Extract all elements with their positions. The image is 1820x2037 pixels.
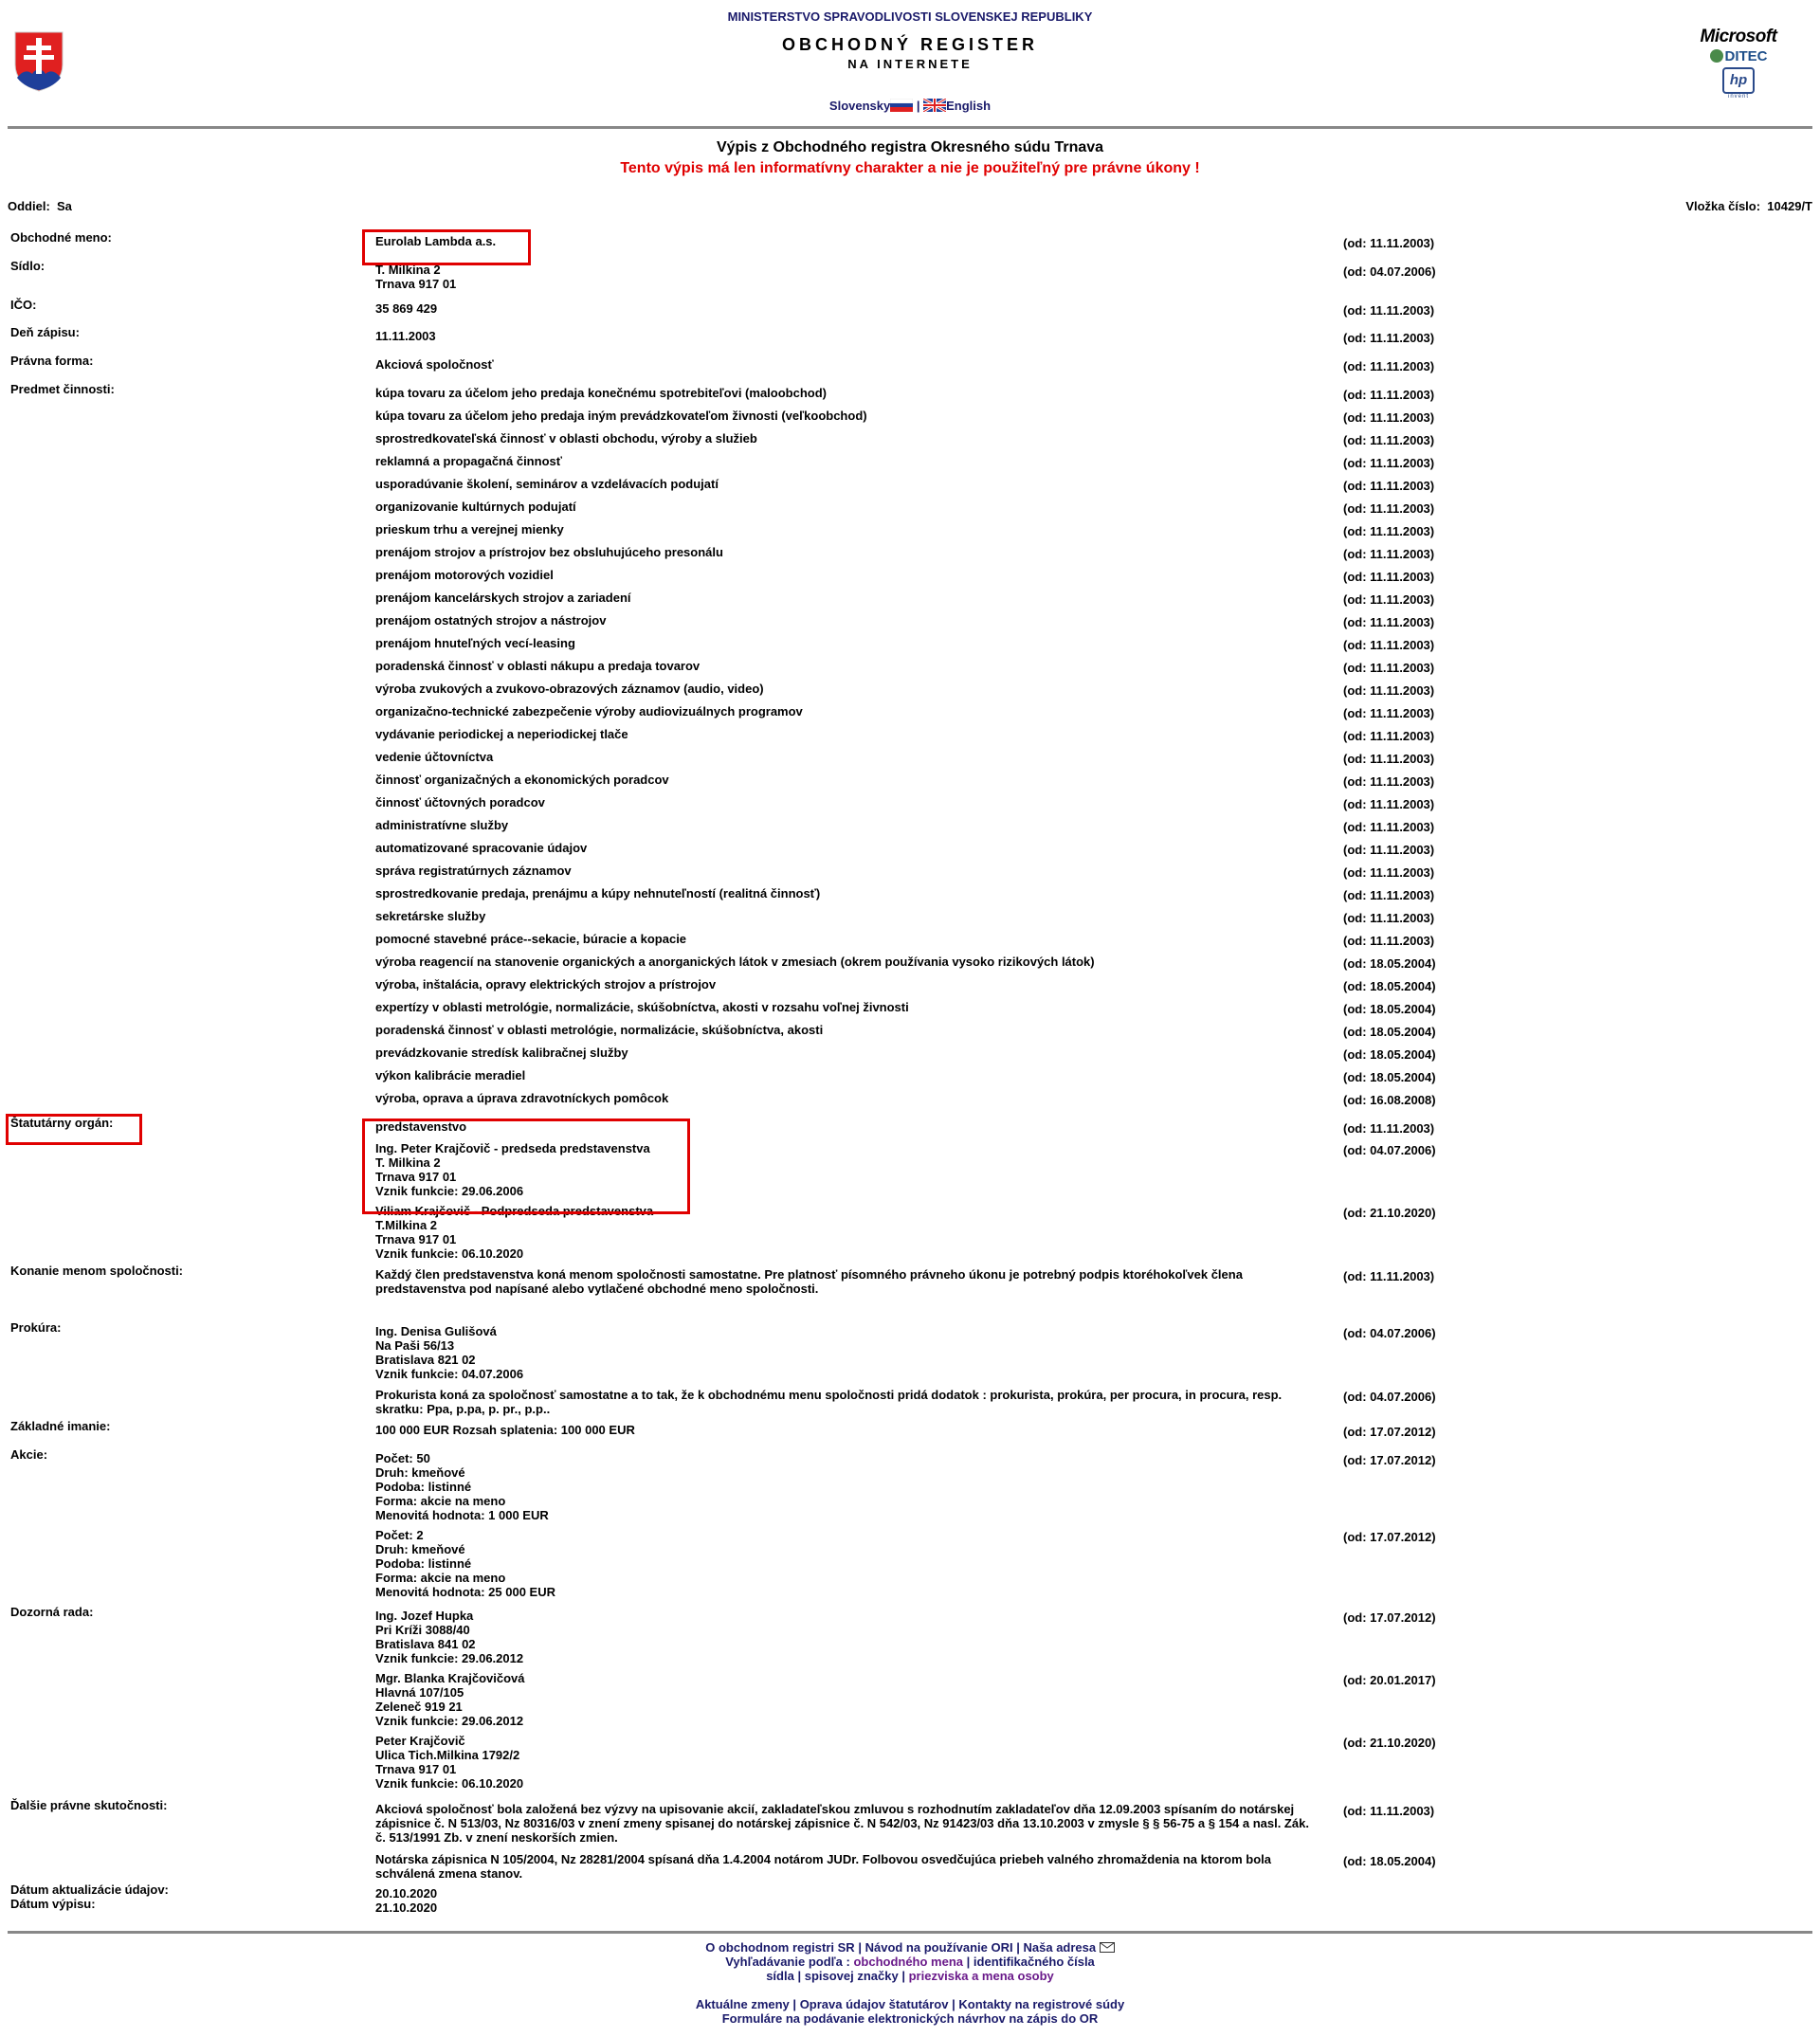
vlozka-value: 10429/T [1767,199,1812,213]
effective-date: (od: 04.07.2006) [1343,1143,1436,1157]
effective-date: (od: 18.05.2004) [1343,979,1436,993]
field-label: Ďalšie právne skutočnosti: [10,1798,168,1812]
footer-links-4: Aktuálne zmeny | Oprava údajov štatutárov | Kontakty na registrové súdy [695,1997,1125,2011]
field-label: Dozorná rada: [10,1605,94,1619]
effective-date: (od: 11.11.2003) [1343,547,1435,561]
footer-links-3: sídla | spisovej značky | priezviska a mena osoby [766,1969,1054,1983]
effective-date: (od: 11.11.2003) [1343,1269,1435,1283]
ministry-name: MINISTERSTVO SPRAVODLIVOSTI SLOVENSKEJ REPUBLIKY [727,9,1093,24]
field-value: poradenská činnosť v oblasti nákupu a predaja tovarov [375,659,701,673]
footer-links-1: O obchodnom registri SR | Návod na používanie ORI | Naša adresa [0,1940,1820,1955]
uk-flag-icon[interactable] [923,99,946,112]
field-value: Viliam Krajčovič - Podpredseda predstavenstva T.Milkina 2 Trnava 917 01 Vznik funkcie: 06.10.2020 [375,1204,654,1261]
effective-date: (od: 11.11.2003) [1343,236,1435,250]
effective-date: (od: 17.07.2012) [1343,1453,1436,1467]
informative-warning: Tento výpis má len informatívny charakter a nie je použiteľný pre právne úkony ! [620,160,1200,176]
register-title: OBCHODNÝ REGISTER [781,35,1039,54]
field-value: 11.11.2003 [375,329,436,343]
header-divider [8,126,1812,129]
field-value: Peter Krajčovič Ulica Tich.Milkina 1792/2 Trnava 917 01 Vznik funkcie: 06.10.2020 [375,1734,524,1791]
field-value: prenájom ostatných strojov a nástrojov [375,613,607,627]
field-label: Prokúra: [10,1320,62,1335]
effective-date: (od: 11.11.2003) [1343,570,1435,584]
field-label: Dátum aktualizácie údajov: [10,1882,169,1897]
forms-link[interactable]: Formuláre na podávanie elektronických návrhov na zápis do OR [721,2011,1099,2026]
field-value: 21.10.2020 [375,1901,438,1915]
effective-date: (od: 17.07.2012) [1343,1530,1436,1544]
field-value: Notárska zápisnica N 105/2004, Nz 28281/2004 spísaná dňa 1.4.2004 notárom JUDr. Folbovou osvedčujúca priebeh valného zhromaždenia na ktorom bola schválená zmena stanov. [375,1852,1272,1881]
search-by-file-link[interactable]: spisovej značky [804,1969,899,1983]
field-value: predstavenstvo [375,1119,467,1134]
ditec-logo[interactable]: DITEC [1691,48,1786,64]
effective-date: (od: 11.11.2003) [1343,911,1435,925]
effective-date: (od: 18.05.2004) [1343,1070,1436,1084]
header [0,0,1820,125]
field-label: IČO: [10,298,37,312]
field-label: Akcie: [10,1447,48,1462]
field-label: Deň zápisu: [10,325,80,339]
field-label: Dátum výpisu: [10,1897,96,1911]
field-value: pomocné stavebné práce--sekacie, búracie a kopacie [375,932,687,946]
effective-date: (od: 11.11.2003) [1343,388,1435,402]
footer-links-5 [0,2011,1820,2026]
effective-date: (od: 11.11.2003) [1343,638,1435,652]
hp-logo[interactable]: hp [1722,67,1755,94]
effective-date: (od: 11.11.2003) [1343,1121,1435,1136]
field-label: Obchodné meno: [10,230,112,245]
usage-guide-link[interactable]: Návod na používanie ORI [864,1940,1013,1955]
ditec-globe-icon [1710,49,1723,63]
field-label: Právna forma: [10,354,94,368]
effective-date: (od: 18.05.2004) [1343,1854,1436,1868]
effective-date: (od: 11.11.2003) [1343,359,1435,373]
field-value: prieskum trhu a verejnej mienky [375,522,564,537]
microsoft-logo[interactable]: Microsoft [1700,27,1777,46]
effective-date: (od: 16.08.2008) [1343,1093,1436,1107]
field-value: organizačno-technické zabezpečenie výroby audiovizuálnych programov [375,704,803,718]
effective-date: (od: 11.11.2003) [1343,615,1435,629]
effective-date: (od: 18.05.2004) [1343,1047,1436,1062]
effective-date: (od: 11.11.2003) [1343,433,1435,447]
field-value: Počet: 2 Druh: kmeňové Podoba: listinné Forma: akcie na meno Menovitá hodnota: 25 000 EUR [375,1528,555,1599]
field-value: výroba zvukových a zvukovo-obrazových záznamov (audio, video) [375,682,764,696]
field-value: vedenie účtovníctva [375,750,494,764]
highlight-box-statutory-chair [362,1119,690,1214]
effective-date: (od: 11.11.2003) [1343,1804,1435,1818]
search-by-seat-link[interactable]: sídla [766,1969,794,1983]
effective-date: (od: 11.11.2003) [1343,524,1435,538]
effective-date: (od: 04.07.2006) [1343,1326,1436,1340]
effective-date: (od: 11.11.2003) [1343,410,1435,425]
field-value: vydávanie periodickej a neperiodickej tlače [375,727,628,741]
field-value: Mgr. Blanka Krajčovičová Hlavná 107/105 Zeleneč 919 21 Vznik funkcie: 29.06.2012 [375,1671,525,1728]
field-value: prenájom motorových vozidiel [375,568,554,582]
effective-date: (od: 11.11.2003) [1343,456,1435,470]
effective-date: (od: 04.07.2006) [1343,1390,1436,1404]
field-value: Akciová spoločnosť bola založená bez výzvy na upisovanie akcií, zakladateľskou zmluvou s rozhodnutím zakladateľov dňa 12.09.2003 spísaním do notárskej zápisnice č. N 513/03, Nz 80316/03 v znení zmeny spisanej do notárskej zápisnice č. N 542/03, Nz 91423/03 dňa 13.10.2003 v zmysle § § 56-75 a § 154 a nasl. Zák. č. 513/1991 Zb. v znení neskorších zmien. [375,1802,1309,1845]
envelope-icon[interactable] [1100,1942,1115,1953]
our-address-link[interactable]: Naša adresa [1023,1940,1097,1955]
field-label: Konanie menom spoločnosti: [10,1264,184,1278]
vlozka: Vložka číslo: 10429/T [1685,199,1812,213]
effective-date: (od: 11.11.2003) [1343,888,1435,902]
footer-divider [8,1931,1812,1934]
highlight-box-statutory-label [6,1114,142,1145]
field-value: expertízy v oblasti metrológie, normalizácie, skúšobníctva, akosti v rozsahu voľnej živnosti [375,1000,909,1014]
correction-link[interactable]: Oprava údajov štatutárov [799,1997,949,2011]
field-value: administratívne služby [375,818,509,832]
effective-date: (od: 21.10.2020) [1343,1206,1436,1220]
field-value: 20.10.2020 [375,1886,438,1901]
search-by-id-link[interactable]: identifikačného čísla [973,1955,1095,1969]
effective-date: (od: 20.01.2017) [1343,1673,1436,1687]
field-value: sekretárske služby [375,909,486,923]
effective-date: (od: 11.11.2003) [1343,592,1435,607]
field-value: kúpa tovaru za účelom jeho predaja konečnému spotrebiteľovi (maloobchod) [375,386,827,400]
effective-date: (od: 11.11.2003) [1343,774,1435,789]
field-label: Základné imanie: [10,1419,111,1433]
field-value: prenájom kancelárskych strojov a zariadení [375,591,631,605]
effective-date: (od: 18.05.2004) [1343,1002,1436,1016]
field-value: výkon kalibrácie meradiel [375,1068,526,1082]
field-label: Predmet činnosti: [10,382,115,396]
effective-date: (od: 11.11.2003) [1343,843,1435,857]
field-value: Ing. Peter Krajčovič - predseda predstavenstva T. Milkina 2 Trnava 917 01 Vznik funkcie: 29.06.2006 [375,1141,650,1198]
field-value: poradenská činnosť v oblasti metrológie, normalizácie, skúšobníctva, akosti [375,1023,824,1037]
language-switch [0,99,1820,113]
field-value: činnosť účtovných poradcov [375,795,545,809]
effective-date: (od: 21.10.2020) [1343,1736,1436,1750]
slovak-flag-icon[interactable] [890,99,913,112]
effective-date: (od: 11.11.2003) [1343,331,1435,345]
effective-date: (od: 11.11.2003) [1343,820,1435,834]
court-contacts-link[interactable]: Kontakty na registrové súdy [958,1997,1125,2011]
field-value: Prokurista koná za spoločnosť samostatne a to tak, že k obchodnému menu spoločnosti pridá dodatok : prokurista, prokúra, per procura, in procura, resp. skratku: Ppa, p.pa, p. pr., p.p.. [375,1388,1283,1416]
effective-date: (od: 11.11.2003) [1343,706,1435,720]
field-value: Ing. Jozef Hupka Pri Kríži 3088/40 Bratislava 841 02 Vznik funkcie: 29.06.2012 [375,1609,524,1665]
effective-date: (od: 11.11.2003) [1343,303,1435,318]
field-value: usporadúvanie školení, seminárov a vzdelávacích podujatí [375,477,719,491]
sponsor-logos [1691,27,1786,100]
extract-heading: Výpis z Obchodného registra Okresného súdu Trnava [716,139,1104,155]
register-subtitle: NA INTERNETE [847,57,973,71]
field-value: 35 869 429 [375,301,438,316]
hp-invent-label: invent [1727,94,1749,100]
field-label: Štatutárny orgán: [10,1116,114,1130]
oddiel-value: Sa [57,199,72,213]
recent-changes-link[interactable]: Aktuálne zmeny [695,1997,790,2011]
field-value: výroba, oprava a úprava zdravotníckych pomôcok [375,1091,669,1105]
field-value: T. Milkina 2 Trnava 917 01 [375,263,457,291]
effective-date: (od: 11.11.2003) [1343,797,1435,811]
effective-date: (od: 11.11.2003) [1343,729,1435,743]
field-value: automatizované spracovanie údajov [375,841,588,855]
field-value: prevádzkovanie stredísk kalibračnej služby [375,1046,628,1060]
field-value: organizovanie kultúrnych podujatí [375,500,576,514]
field-value: sprostredkovanie predaja, prenájmu a kúpy nehnuteľností (realitná činnosť) [375,886,821,900]
effective-date: (od: 11.11.2003) [1343,479,1435,493]
field-value: prenájom hnuteľných vecí-leasing [375,636,575,650]
field-value: Akciová spoločnosť [375,357,494,372]
search-by-name-link[interactable]: obchodného mena [853,1955,964,1969]
oddiel: Oddiel: Sa [8,199,72,213]
about-register-link[interactable]: O obchodnom registri SR [705,1940,855,1955]
lang-slovak-link[interactable]: Slovensky [828,99,891,113]
field-label: Sídlo: [10,259,46,273]
search-by-person-link[interactable]: priezviska a mena osoby [908,1969,1054,1983]
effective-date: (od: 11.11.2003) [1343,501,1435,516]
field-value: činnosť organizačných a ekonomických poradcov [375,773,669,787]
lang-english-link[interactable]: English [946,99,992,113]
highlight-box-company-name [362,229,531,265]
lang-separator: | [916,99,920,113]
field-value: Počet: 50 Druh: kmeňové Podoba: listinné Forma: akcie na meno Menovitá hodnota: 1 000 EUR [375,1451,549,1522]
field-value: 100 000 EUR Rozsah splatenia: 100 000 EUR [375,1423,635,1437]
footer-links-2: Vyhľadávanie podľa : obchodného mena | identifikačného čísla [725,1955,1095,1969]
field-value: reklamná a propagačná činnosť [375,454,562,468]
field-value: výroba, inštalácia, opravy elektrických strojov a prístrojov [375,977,717,991]
field-value: správa registratúrnych záznamov [375,864,572,878]
effective-date: (od: 04.07.2006) [1343,264,1436,279]
field-value: Každý člen predstavenstva koná menom spoločnosti samostatne. Pre platnosť písomného právneho úkonu je potrebný podpis ktoréhokoľvek člena predstavenstva pod napísané alebo vytlačené obchodné meno spoločnosti. [375,1267,1243,1296]
field-value: kúpa tovaru za účelom jeho predaja iným prevádzkovateľom živnosti (veľkoobchod) [375,409,867,423]
field-value: sprostredkovateľská činnosť v oblasti obchodu, výroby a služieb [375,431,757,446]
effective-date: (od: 11.11.2003) [1343,934,1435,948]
effective-date: (od: 11.11.2003) [1343,661,1435,675]
effective-date: (od: 17.07.2012) [1343,1610,1436,1625]
field-value: výroba reagencií na stanovenie organických a anorganických látok v zmesiach (okrem používania vysoko rizikových látok) [375,955,1095,969]
field-value: Eurolab Lambda a.s. [375,234,497,248]
effective-date: (od: 11.11.2003) [1343,752,1435,766]
effective-date: (od: 11.11.2003) [1343,683,1435,698]
effective-date: (od: 18.05.2004) [1343,956,1436,971]
effective-date: (od: 11.11.2003) [1343,865,1435,880]
effective-date: (od: 18.05.2004) [1343,1025,1436,1039]
effective-date: (od: 17.07.2012) [1343,1425,1436,1439]
field-value: Ing. Denisa Gulišová Na Paši 56/13 Bratislava 821 02 Vznik funkcie: 04.07.2006 [375,1324,524,1381]
field-value: prenájom strojov a prístrojov bez obsluhujúceho presonálu [375,545,723,559]
